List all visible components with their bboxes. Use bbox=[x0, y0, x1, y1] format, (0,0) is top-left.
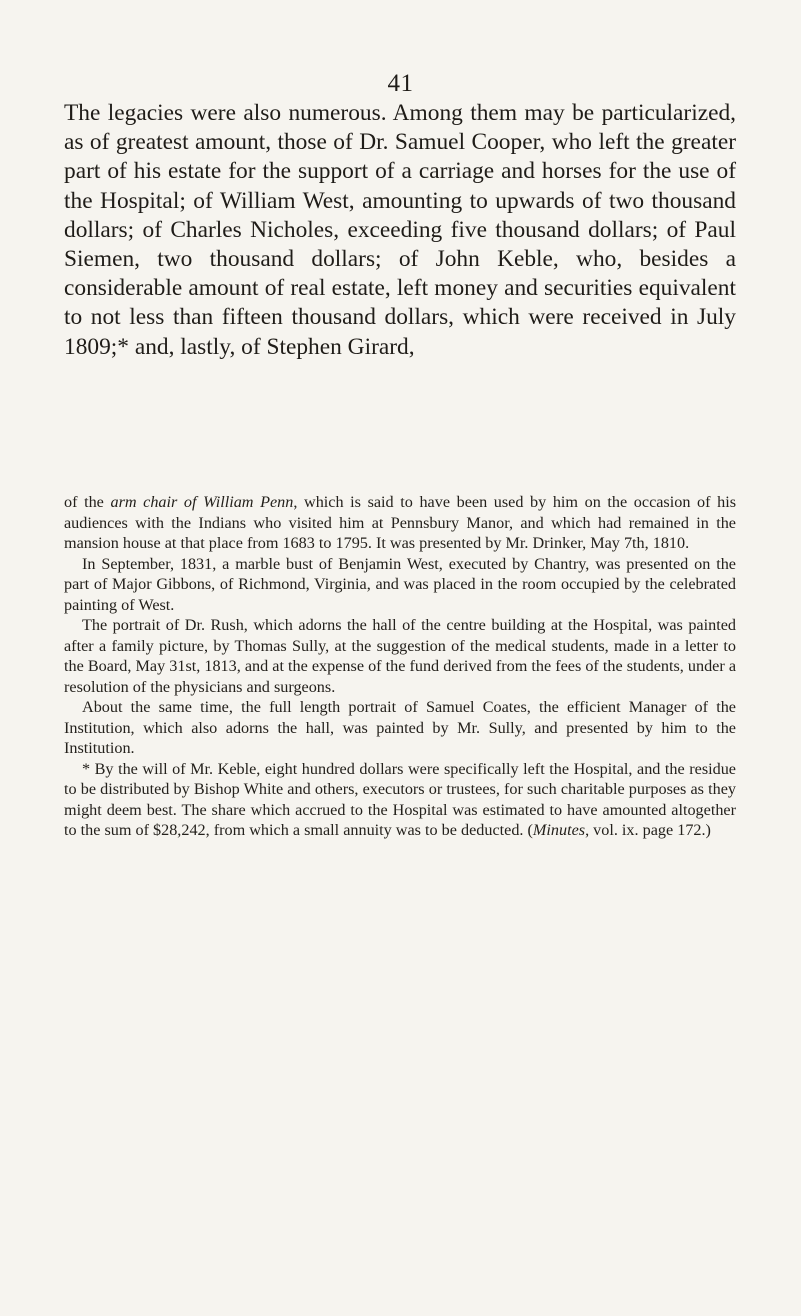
footnote-5-suffix: , vol. ix. page 172.) bbox=[585, 821, 711, 839]
footnote-1-prefix: of the bbox=[64, 493, 111, 511]
main-text bbox=[64, 99, 736, 362]
footnotes-section bbox=[64, 492, 736, 841]
main-paragraph: The legacies were also numerous. Among them may be particularized, as of greatest amount, those of Dr. Samuel Cooper, who left the greater part of his estate for the support of a carriage and horses for the use of the Hospital; of William West, amounting to upwards of two thousand dollars; of Charles Nicholes, exceeding five thousand dollars; of Paul Siemen, two thousand dollars; of John Keble, who, besides a considerable amount of real estate, left money and securities equivalent to not less than fifteen thousand dollars, which were received in July 1809;* and, lastly, of Stephen Girard, bbox=[64, 100, 736, 360]
footnote-paragraph-3: The portrait of Dr. Rush, which adorns the hall of the centre building at the Hospital, was painted after a family picture, by Thomas Sully, at the suggestion of the medical students, made in a letter to the Board, May 31st, 1813, and at the expense of the fund derived from the fees of the students, under a resolution of the physicians and surgeons. bbox=[64, 616, 736, 696]
footnote-paragraph-4: About the same time, the full length portrait of Samuel Coates, the efficient Manager of the Institution, which also adorns the hall, was painted by Mr. Sully, and presented by him to the Institution. bbox=[64, 698, 736, 757]
footnote-1-suffix: , which is said to have been used by him on the occasion of his audiences with the Indians who visited him at Pennsbury Manor, and which had remained in the mansion house at that place from 1683 to 1795. It was presented by Mr. Drinker, May 7th, 1810. bbox=[64, 493, 737, 552]
page-number: 41 bbox=[387, 70, 414, 97]
footnote-paragraph-1 bbox=[64, 492, 736, 554]
footnote-5-italic: Minutes bbox=[532, 821, 586, 839]
footnote-paragraph-5 bbox=[64, 759, 736, 841]
footnote-1-italic: arm chair of William Penn bbox=[110, 493, 294, 511]
footnote-5-text: * By the will of Mr. Keble, eight hundred dollars were specifically left the Hospital, and the residue to be distributed by Bishop White and others, executors or trustees, for such charitable purposes as they might deem best. The share which accrued to the Hospital was estimated to have amounted altogether to the sum of $28,242, from which a small annuity was to be deducted. ( bbox=[64, 759, 736, 839]
footnote-paragraph-2: In September, 1831, a marble bust of Benjamin West, executed by Chantry, was presented on the part of Major Gibbons, of Richmond, Virginia, and was placed in the room occupied by the celebrated painting of West. bbox=[64, 554, 736, 614]
